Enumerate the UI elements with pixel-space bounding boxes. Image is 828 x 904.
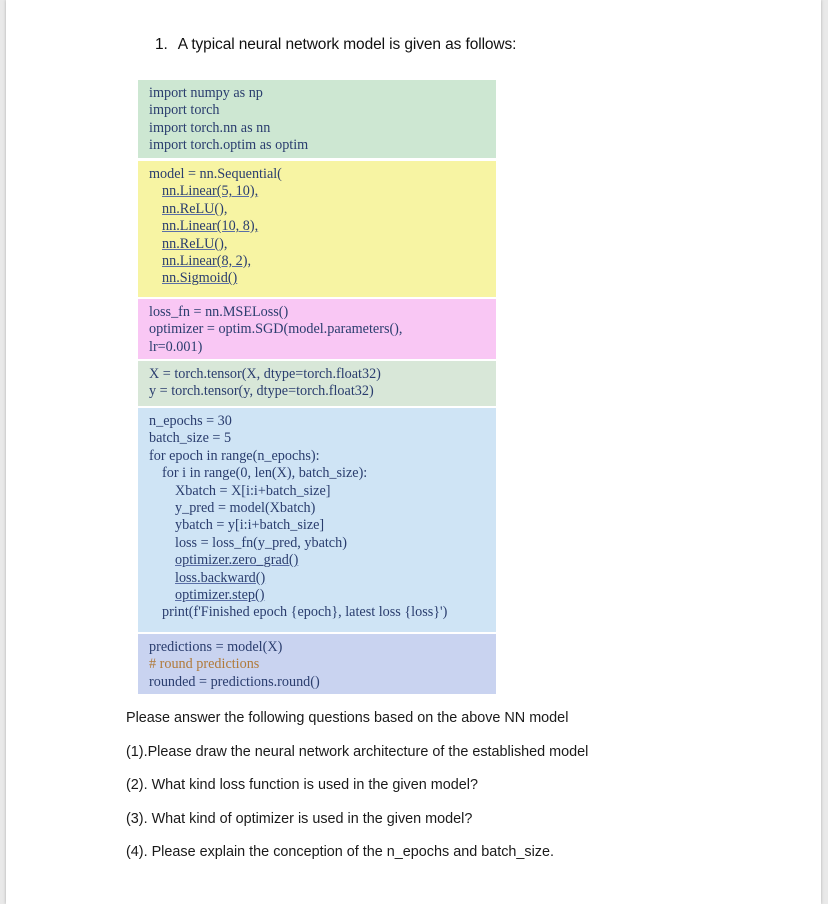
code-line: nn.Sigmoid() — [162, 270, 238, 287]
code-line: loss_fn = nn.MSELoss() — [149, 304, 289, 320]
question-heading — [155, 36, 516, 54]
code-comment: # round predictions — [149, 656, 260, 673]
questions-list — [126, 709, 588, 877]
code-line: for i in range(0, len(X), batch_size): — [162, 465, 368, 482]
code-line: import numpy as np — [149, 85, 263, 101]
code-line: loss = loss_fn(y_pred, ybatch) — [175, 534, 347, 551]
code-line: loss.backward() — [175, 569, 266, 586]
question-item: (2). What kind loss function is used in the given model? — [126, 777, 478, 793]
code-line: import torch.optim as optim — [149, 137, 309, 154]
question-number: 1. — [155, 36, 168, 53]
code-line: nn.Linear(8, 2), — [162, 252, 252, 269]
code-line: batch_size = 5 — [149, 430, 232, 447]
code-line: nn.ReLU(), — [162, 200, 228, 217]
code-line: lr=0.001) — [149, 338, 203, 355]
code-block-imports — [138, 80, 496, 158]
code-line: nn.Linear(10, 8), — [162, 218, 259, 235]
code-line: print(f'Finished epoch {epoch}, latest loss {loss}') — [162, 604, 448, 621]
code-block-training — [138, 408, 496, 632]
code-line: model = nn.Sequential( — [149, 166, 282, 182]
code-line: Xbatch = X[i:i+batch_size] — [175, 482, 331, 499]
code-line: optimizer.zero_grad() — [175, 552, 299, 569]
code-block-predictions — [138, 634, 496, 694]
question-item: (1).Please draw the neural network architecture of the established model — [126, 743, 589, 760]
code-line: ybatch = y[i:i+batch_size] — [175, 517, 325, 534]
code-line: y = torch.tensor(y, dtype=torch.float32) — [149, 383, 374, 400]
code-block-tensors — [138, 361, 496, 406]
code-line: import torch — [149, 102, 220, 119]
code-line: X = torch.tensor(X, dtype=torch.float32) — [149, 366, 381, 382]
code-line: for epoch in range(n_epochs): — [149, 447, 320, 464]
code-line: optimizer.step() — [175, 586, 265, 603]
question-item: (4). Please explain the conception of the n_epochs and batch_size. — [126, 844, 555, 860]
questions-intro: Please answer the following questions based on the above NN model — [126, 710, 569, 726]
code-line: y_pred = model(Xbatch) — [175, 499, 316, 516]
code-block-model — [138, 161, 496, 297]
question-heading-text: A typical neural network model is given as follows: — [177, 36, 517, 53]
code-line: predictions = model(X) — [149, 639, 283, 655]
code-line: import torch.nn as nn — [149, 119, 271, 136]
code-line: rounded = predictions.round() — [149, 673, 320, 690]
code-block-loss — [138, 299, 496, 359]
question-item: (3). What kind of optimizer is used in the given model? — [126, 810, 473, 827]
code-line: n_epochs = 30 — [149, 413, 232, 429]
code-line: optimizer = optim.SGD(model.parameters(), — [149, 321, 403, 338]
code-line: nn.ReLU(), — [162, 235, 228, 252]
code-listing — [138, 80, 496, 694]
code-line: nn.Linear(5, 10), — [162, 183, 259, 200]
